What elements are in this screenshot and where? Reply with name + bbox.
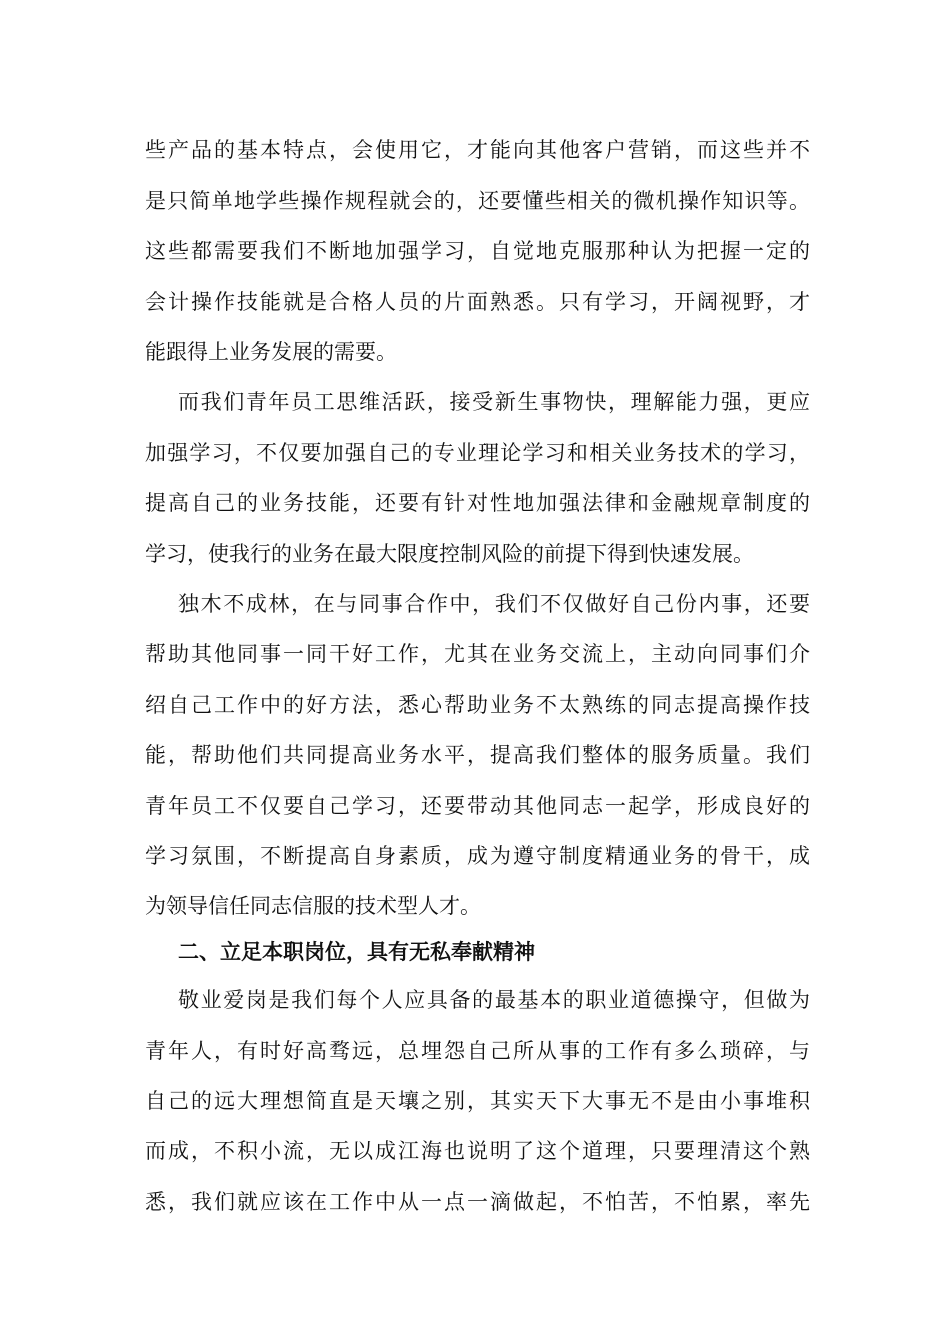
text-line: 敬业爱岗是我们每个人应具备的最基本的职业道德操守，但做为 <box>178 988 810 1012</box>
text-line: 绍自己工作中的好方法，悉心帮助业务不太熟练的同志提高操作技 <box>145 693 810 717</box>
text-line: 能跟得上业务发展的需要。 <box>145 340 397 364</box>
text-line: 青年人，有时好高骛远，总埋怨自己所从事的工作有多么琐碎，与 <box>145 1039 810 1063</box>
text-line: 自己的远大理想简直是天壤之别，其实天下大事无不是由小事堆积 <box>145 1089 810 1113</box>
text-line: 是只简单地学些操作规程就会的，还要懂些相关的微机操作知识等。 <box>145 189 810 213</box>
text-line: 学习，使我行的业务在最大限度控制风险的前提下得到快速发展。 <box>145 542 754 566</box>
section-heading: 二、立足本职岗位，具有无私奉献精神 <box>178 939 535 964</box>
text-line: 会计操作技能就是合格人员的片面熟悉。只有学习，开阔视野，才 <box>145 290 810 314</box>
text-line: 青年员工不仅要自己学习，还要带动其他同志一起学，形成良好的 <box>145 794 810 818</box>
text-line: 为领导信任同志信服的技术型人才。 <box>145 894 481 918</box>
text-line: 悉，我们就应该在工作中从一点一滴做起，不怕苦，不怕累，率先 <box>145 1190 810 1214</box>
text-line: 些产品的基本特点，会使用它，才能向其他客户营销，而这些并不 <box>145 138 810 162</box>
text-line: 能，帮助他们共同提高业务水平，提高我们整体的服务质量。我们 <box>145 743 810 767</box>
text-line: 而我们青年员工思维活跃，接受新生事物快，理解能力强，更应 <box>178 390 810 414</box>
text-line: 提高自己的业务技能，还要有针对性地加强法律和金融规章制度的 <box>145 491 810 515</box>
text-line: 而成，不积小流，无以成江海也说明了这个道理，只要理清这个熟 <box>145 1139 810 1163</box>
text-line: 加强学习，不仅要加强自己的专业理论学习和相关业务技术的学习， <box>145 441 810 465</box>
text-line: 独木不成林，在与同事合作中，我们不仅做好自己份内事，还要 <box>178 592 810 616</box>
text-line: 这些都需要我们不断地加强学习，自觉地克服那种认为把握一定的 <box>145 239 810 263</box>
text-line: 帮助其他同事一同干好工作，尤其在业务交流上，主动向同事们介 <box>145 642 810 666</box>
text-line: 学习氛围，不断提高自身素质，成为遵守制度精通业务的骨干，成 <box>145 844 810 868</box>
